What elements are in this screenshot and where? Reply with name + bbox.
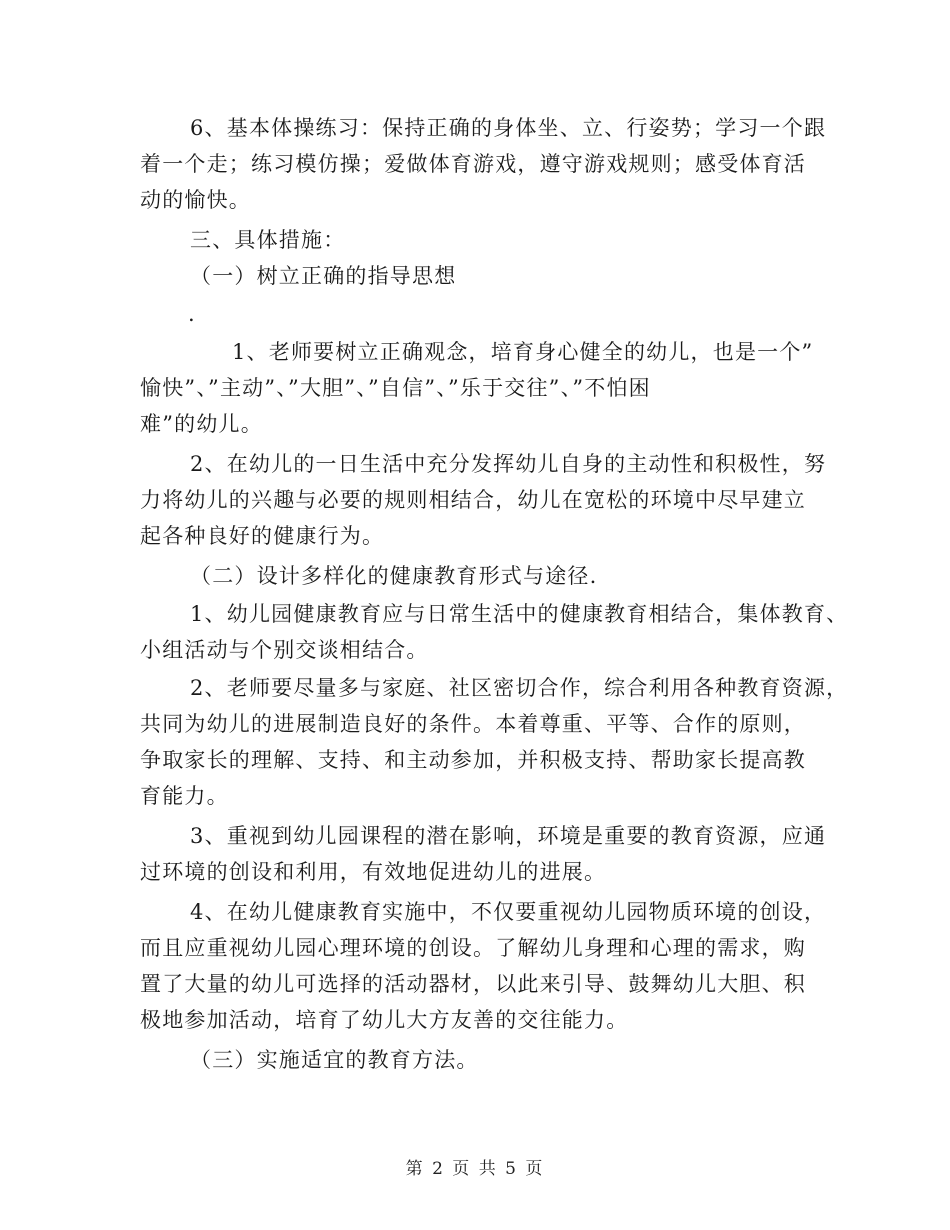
section-heading: 三、具体措施：	[190, 228, 346, 252]
stray-mark: .	[188, 302, 196, 326]
text-line: 6、基本体操练习：保持正确的身体坐、立、行姿势；学习一个跟	[190, 116, 827, 140]
text-line: 过环境的创设和利用，有效地促进幼儿的进展。	[140, 860, 607, 884]
text-line: 4、在幼儿健康教育实施中，不仅要重视幼儿园物质环境的创设，	[190, 900, 827, 924]
text-line: 争取家长的理解、支持、和主动参加，并积极支持、帮助家长提高教	[140, 748, 806, 772]
text-line: 育能力。	[140, 784, 229, 808]
subsection-heading: （一）树立正确的指导思想	[190, 264, 457, 288]
subsection-heading: （三）实施适宜的教育方法。	[190, 1048, 479, 1072]
text-line: 极地参加活动，培育了幼儿大方友善的交往能力。	[140, 1008, 629, 1032]
text-line: 难”的幼儿。	[140, 412, 263, 436]
text-line: 愉快”、”主动”、”大胆”、”自信”、”乐于交往”、”不怕困	[140, 376, 651, 400]
text-line: 1、幼儿园健康教育应与日常生活中的健康教育相结合，集体教育、	[190, 602, 849, 626]
text-line: 3、重视到幼儿园课程的潜在影响，环境是重要的教育资源，应通	[190, 824, 827, 848]
text-line: 置了大量的幼儿可选择的活动器材，以此来引导、鼓舞幼儿大胆、积	[140, 972, 806, 996]
text-line: 2、老师要尽量多与家庭、社区密切合作，综合利用各种教育资源，	[190, 676, 849, 700]
text-line: 2、在幼儿的一日生活中充分发挥幼儿自身的主动性和积极性，努	[190, 452, 827, 476]
text-line: 起各种良好的健康行为。	[140, 524, 385, 548]
text-line: 而且应重视幼儿园心理环境的创设。了解幼儿身理和心理的需求，购	[140, 936, 806, 960]
text-line: 共同为幼儿的进展制造良好的条件。本着尊重、平等、合作的原则，	[140, 712, 806, 736]
text-line: 1、老师要树立正确观念，培育身心健全的幼儿，也是一个”	[232, 340, 814, 364]
text-line: 动的愉快。	[140, 188, 251, 212]
page-number-footer: 第 2 页 共 5 页	[405, 1159, 545, 1179]
text-line: 力将幼儿的兴趣与必要的规则相结合，幼儿在宽松的环境中尽早建立	[140, 488, 806, 512]
subsection-heading: （二）设计多样化的健康教育形式与途径.	[190, 564, 598, 588]
text-line: 着一个走；练习模仿操；爱做体育游戏，遵守游戏规则；感受体育活	[140, 152, 806, 176]
text-line: 小组活动与个别交谈相结合。	[140, 638, 429, 662]
